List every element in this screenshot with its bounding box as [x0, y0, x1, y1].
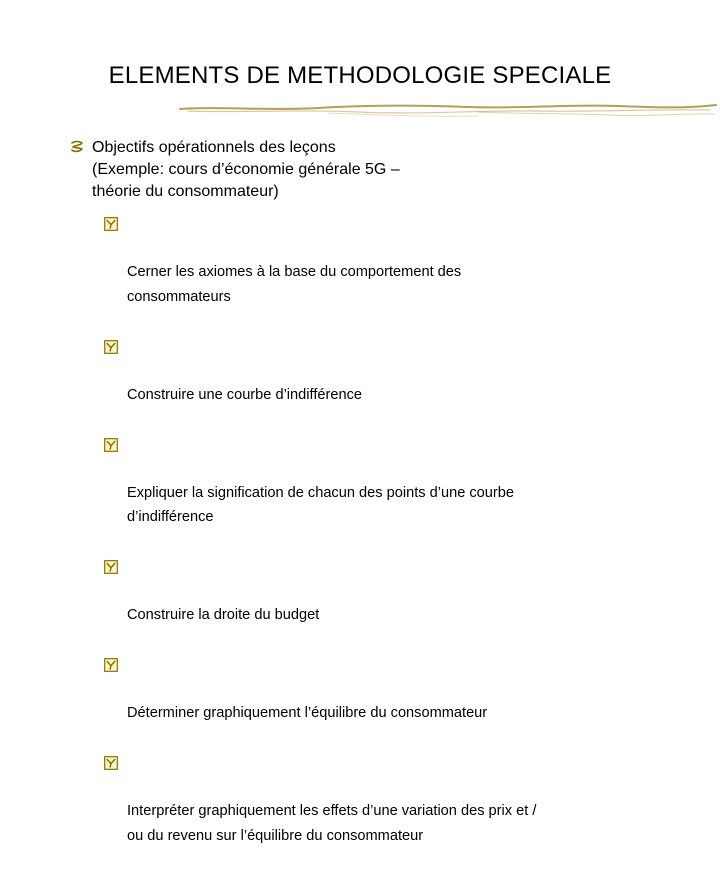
- sub-bullet-list: [104, 211, 664, 873]
- checkbox-y-icon: [104, 560, 118, 574]
- checkbox-y-icon: [104, 658, 118, 672]
- list-item-text: Construire une courbe d’indifférence: [127, 386, 362, 403]
- list-item: [104, 554, 664, 652]
- list-item: [104, 334, 664, 432]
- list-item: [104, 211, 664, 334]
- list-item-text: Expliquer la signification de chacun des points d’une courbe d’indifférence: [127, 484, 514, 525]
- checkbox-y-icon: [104, 756, 118, 770]
- list-item-text: Interpréter graphiquement les effets d’une variation des prix et / ou du revenu sur l’équilibre du consommateur: [127, 803, 537, 844]
- scribble-bullet-icon: [70, 140, 84, 154]
- slide-title: ELEMENTS DE METHODOLOGIE SPECIALE: [108, 62, 612, 89]
- list-item-text: Construire la droite du budget: [127, 607, 320, 623]
- main-bullet: [70, 137, 690, 203]
- checkbox-y-icon: [104, 438, 118, 452]
- checkbox-y-icon: [104, 217, 118, 231]
- list-item: [104, 432, 664, 555]
- main-bullet-text: Objectifs opérationnels des leçons (Exemple: cours d’économie générale 5G – théorie du consommateur): [92, 139, 400, 200]
- list-item-text: Déterminer graphiquement l’équilibre du consommateur: [127, 705, 488, 721]
- title-underline-decoration: [178, 101, 718, 131]
- list-item: [104, 750, 664, 873]
- list-item: [104, 652, 664, 750]
- checkbox-y-icon: [104, 340, 118, 354]
- list-item-text: Cerner les axiomes à la base du comportement des consommateurs: [127, 264, 462, 305]
